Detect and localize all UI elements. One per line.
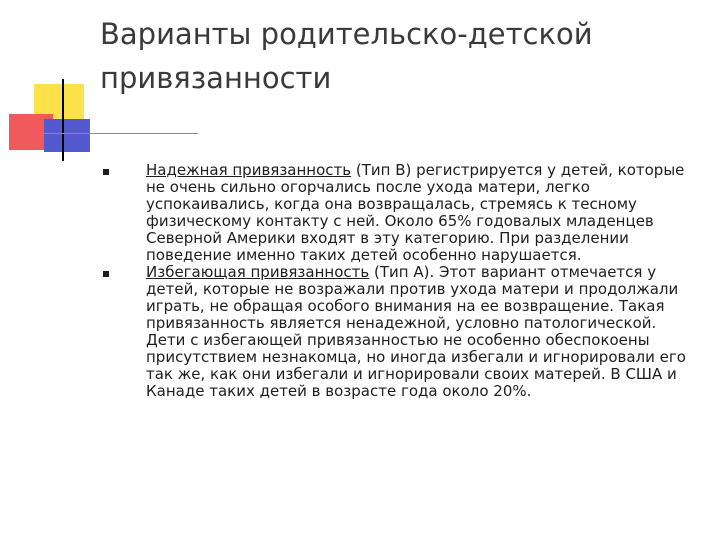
- bullet-term: Надежная привязанность: [146, 161, 352, 179]
- decorative-vertical-line: [62, 79, 64, 161]
- bullet-marker-icon: [103, 169, 109, 175]
- decorative-horizontal-line: [38, 133, 198, 134]
- bullet-text: (Тип В) регистрируется у детей, которые не очень сильно огорчались после ухода матери, легко успокаивались, когда она возвращалась, стремясь к тесному физическому контакту с ней. Около 65% годовалых младенцев Северной Америки входят в эту категорию. При разделении поведение именно таких детей особенно нарушается.: [146, 161, 685, 264]
- bullet-marker-icon: [103, 271, 109, 277]
- slide-title: Варианты родительско-детской привязанности: [100, 17, 593, 95]
- bullet-list: [100, 162, 700, 400]
- bullet-item-secure-attachment: [100, 162, 700, 264]
- bullet-item-avoidant-attachment: [100, 264, 700, 400]
- bullet-text: (Тип А). Этот вариант отмечается у детей, которые не возражали против ухода матери и продолжали играть, не обращая особого внимания на ее возвращение. Такая привязанность является ненадежной, условно патологической. Дети с избегающей привязанностью не особенно обеспокоены присутствием незнакомца, но иногда избегали и игнорировали его так же, как они избегали и игнорировали своих матерей. В США и Канаде таких детей в возрасте года около 20%.: [146, 263, 686, 400]
- decorative-blue-square: [44, 119, 90, 152]
- bullet-term: Избегающая привязанность: [146, 263, 370, 281]
